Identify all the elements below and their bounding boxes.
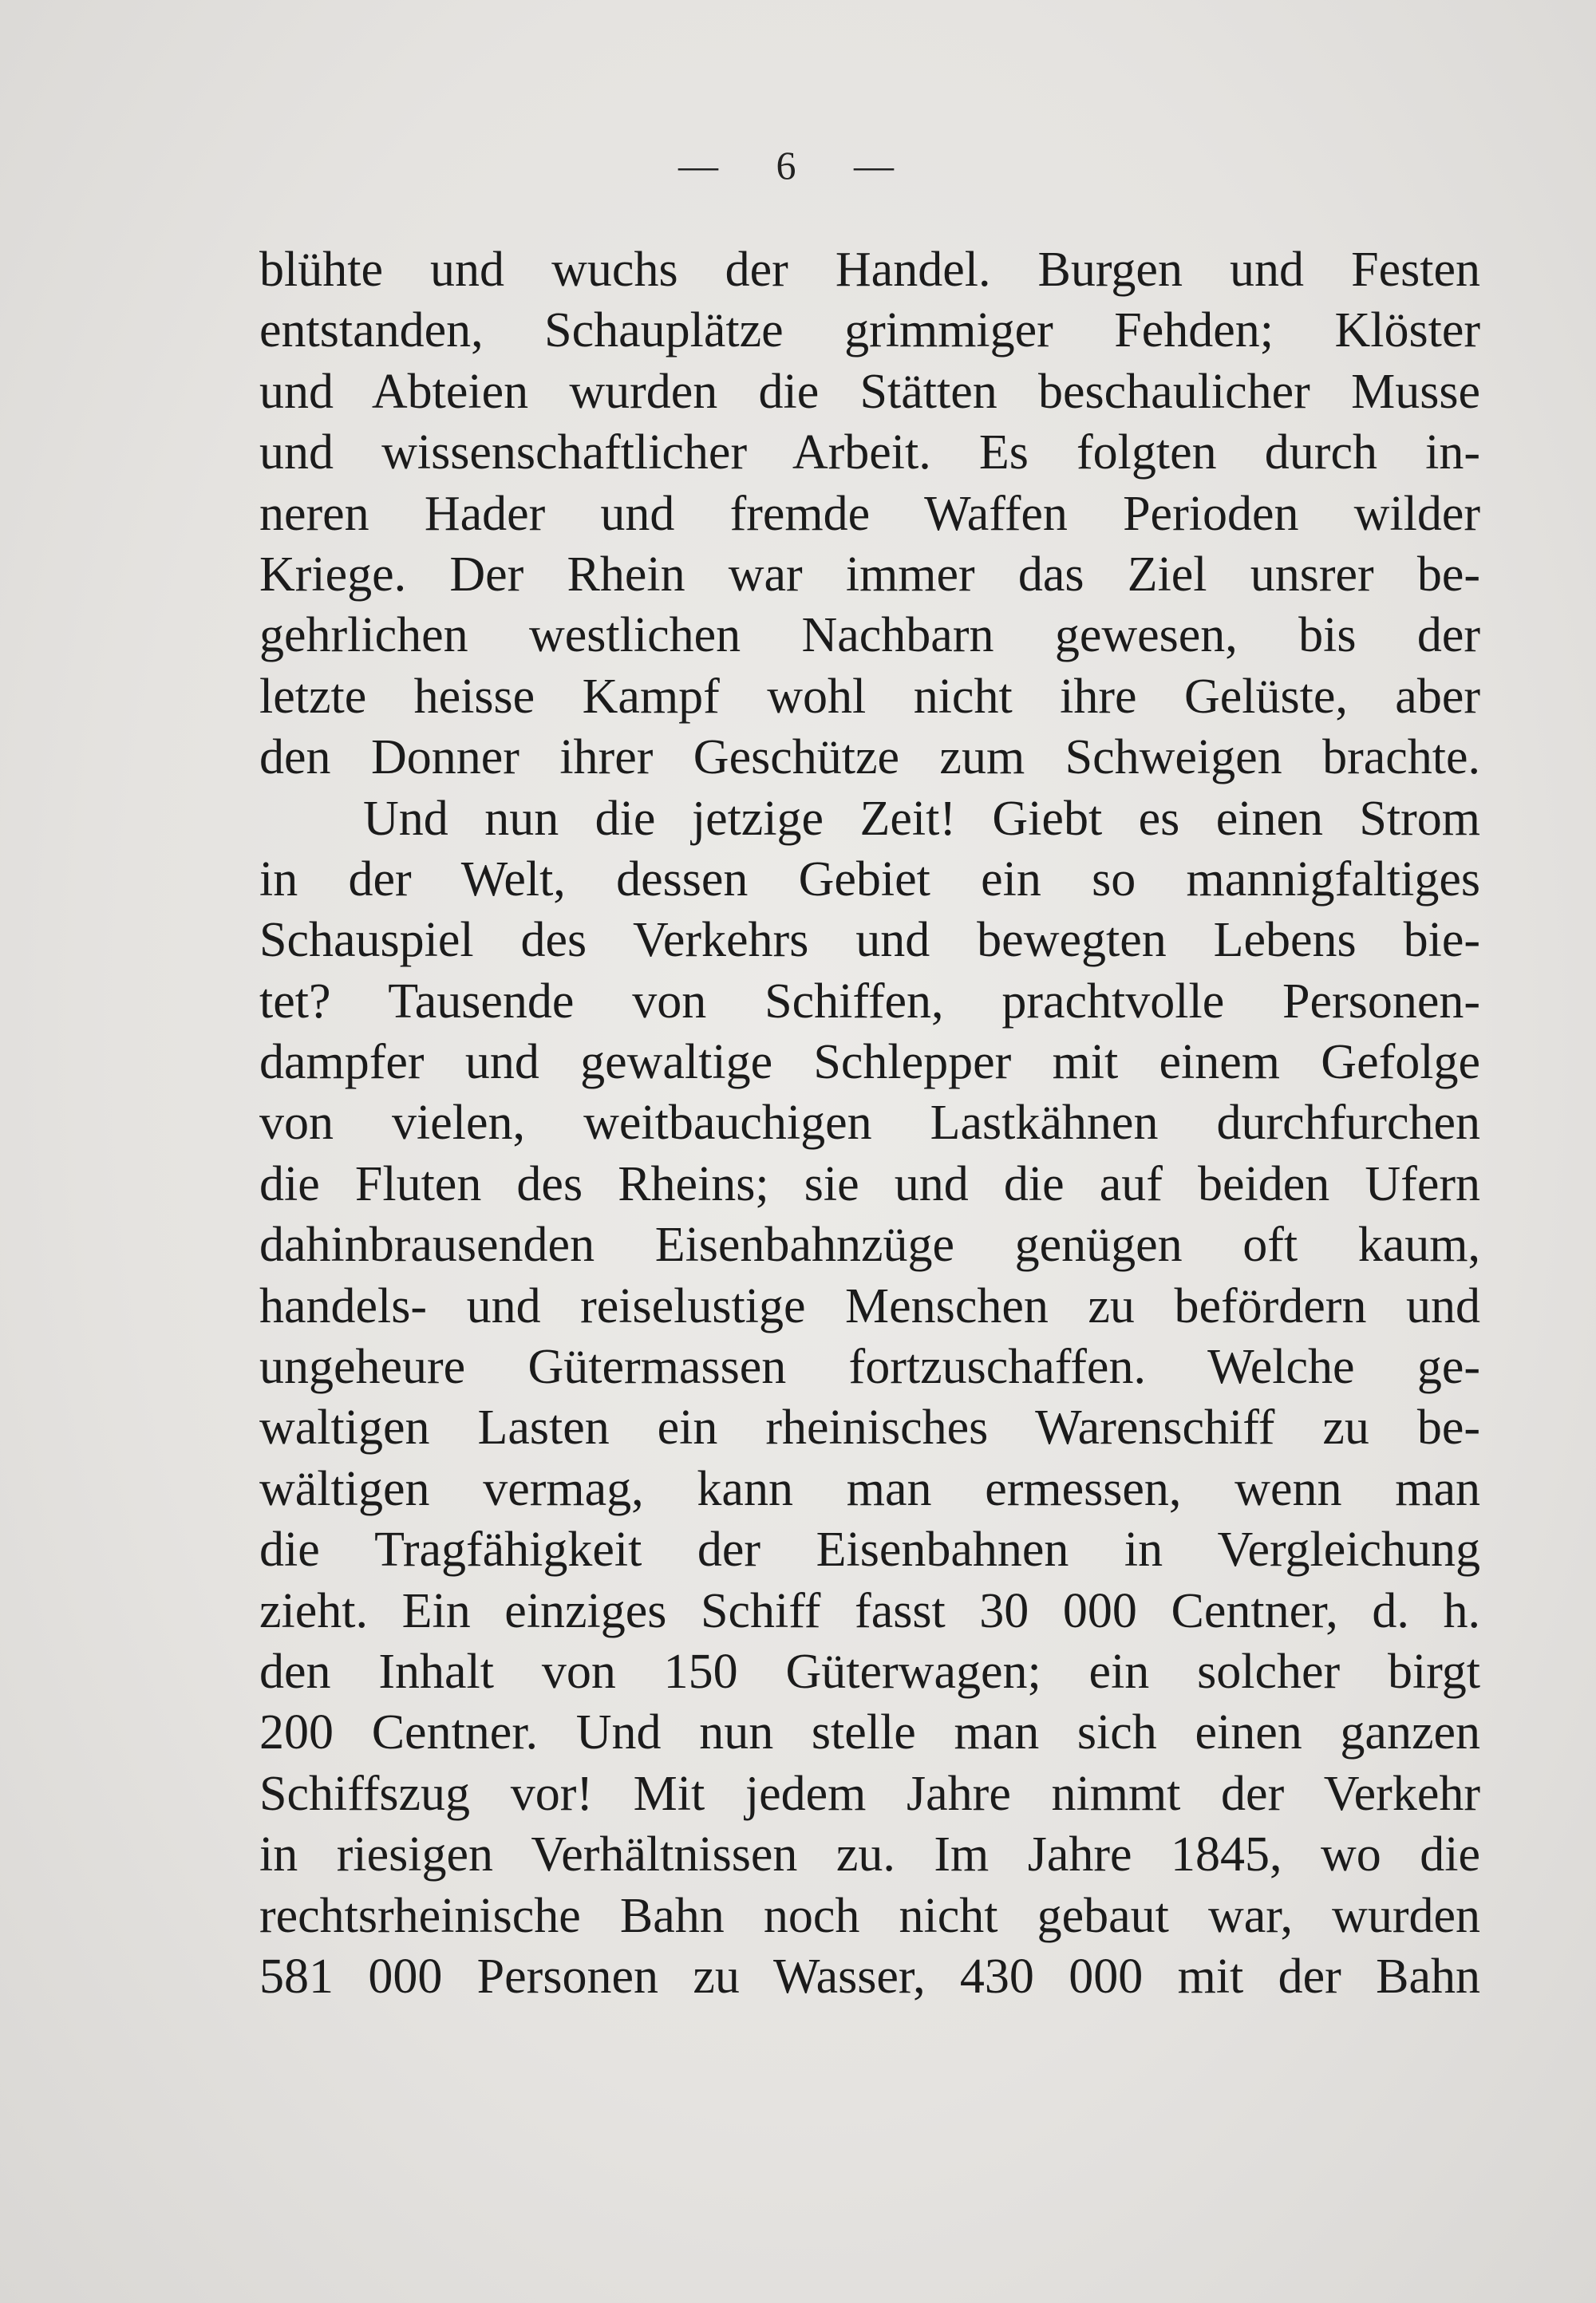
text-line: rechtsrheinische Bahn noch nicht gebaut war, wurden bbox=[259, 1888, 1480, 1943]
text-line: dampfer und gewaltige Schlepper mit einem Gefolge bbox=[259, 1035, 1480, 1090]
text-line: Schauspiel des Verkehrs und bewegten Lebens bie- bbox=[259, 913, 1480, 968]
body-text bbox=[259, 239, 1480, 2007]
text-line: gehrlichen westlichen Nachbarn gewesen, bis der bbox=[259, 608, 1480, 663]
paragraph-1 bbox=[259, 239, 1480, 788]
text-line: Schiffszug vor! Mit jedem Jahre nimmt der Verkehr bbox=[259, 1766, 1480, 1821]
text-line: entstanden, Schauplätze grimmiger Fehden; Klöster bbox=[259, 303, 1480, 358]
text-line: den Inhalt von 150 Güterwagen; ein solcher birgt bbox=[259, 1644, 1480, 1699]
text-line: neren Hader und fremde Waffen Perioden wilder bbox=[259, 486, 1480, 541]
text-line: die Fluten des Rheins; sie und die auf beiden Ufern bbox=[259, 1156, 1480, 1211]
text-line: handels- und reiselustige Menschen zu befördern und bbox=[259, 1278, 1480, 1333]
text-line: ungeheure Gütermassen fortzuschaffen. Welche ge- bbox=[259, 1340, 1480, 1395]
text-line: dahinbrausenden Eisenbahnzüge genügen oft kaum, bbox=[259, 1218, 1480, 1273]
text-line: wältigen vermag, kann man ermessen, wenn man bbox=[259, 1461, 1480, 1516]
text-line: den Donner ihrer Geschütze zum Schweigen brachte. bbox=[259, 730, 1480, 785]
text-line: und wissenschaftlicher Arbeit. Es folgten durch in- bbox=[259, 425, 1480, 480]
paragraph-2 bbox=[259, 788, 1480, 2008]
text-line: in riesigen Verhältnissen zu. Im Jahre 1845, wo die bbox=[259, 1827, 1480, 1882]
text-line: letzte heisse Kampf wohl nicht ihre Gelüste, aber bbox=[259, 669, 1480, 724]
text-line: zieht. Ein einziges Schiff fasst 30 000 Centner, d. h. bbox=[259, 1583, 1480, 1638]
text-line: in der Welt, dessen Gebiet ein so mannigfaltiges bbox=[259, 851, 1480, 907]
text-line: 200 Centner. Und nun stelle man sich einen ganzen bbox=[259, 1705, 1480, 1760]
text-line: von vielen, weitbauchigen Lastkähnen durchfurchen bbox=[259, 1096, 1480, 1151]
text-line: die Tragfähigkeit der Eisenbahnen in Vergleichung bbox=[259, 1523, 1480, 1578]
page-number: — 6 — bbox=[678, 143, 918, 188]
text-line: Und nun die jetzige Zeit! Giebt es einen Strom bbox=[363, 791, 1480, 846]
text-line: waltigen Lasten ein rheinisches Warenschiff zu be- bbox=[259, 1400, 1480, 1456]
text-line: 581 000 Personen zu Wasser, 430 000 mit der Bahn bbox=[259, 1949, 1480, 2004]
text-line: und Abteien wurden die Stätten beschaulicher Musse bbox=[259, 364, 1480, 419]
text-line: blühte und wuchs der Handel. Burgen und Festen bbox=[259, 243, 1480, 297]
text-line: Kriege. Der Rhein war immer das Ziel unsrer be- bbox=[259, 547, 1480, 602]
text-line: tet? Tausende von Schiffen, prachtvolle Personen- bbox=[259, 974, 1480, 1029]
